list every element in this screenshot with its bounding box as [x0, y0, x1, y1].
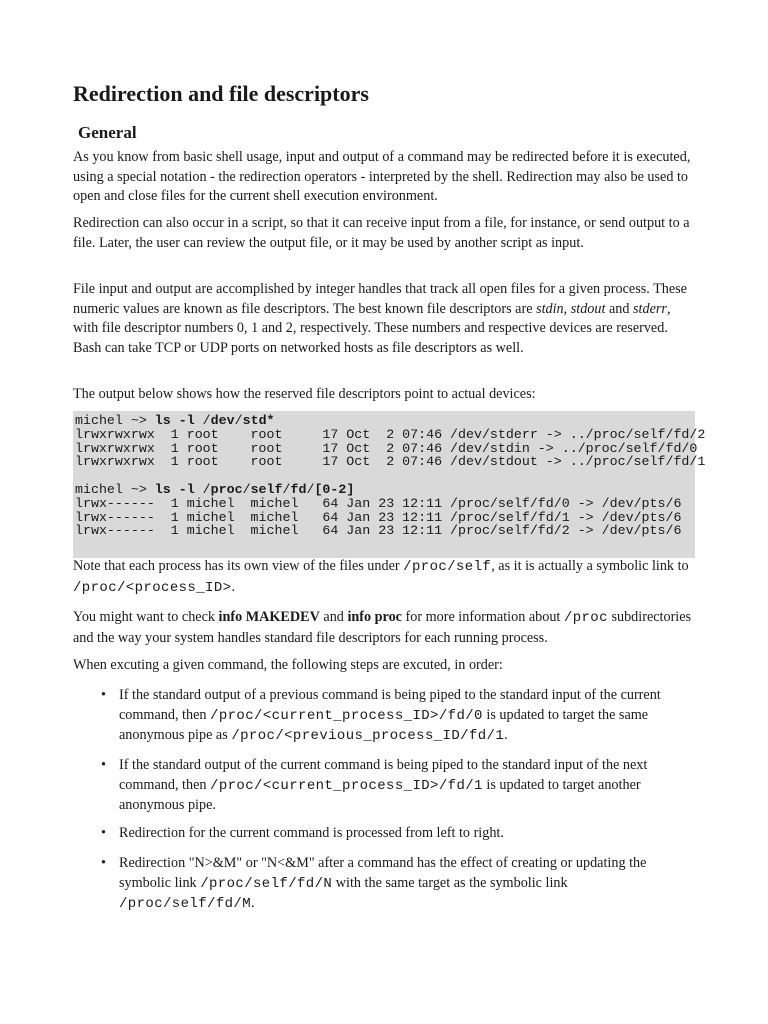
paragraph-script-redirection: Redirection can also occur in a script, so that it can receive input from a file, for instance, or send output to a file. Later, the user can review the output file, or it may be used by another script as input. — [73, 215, 690, 251]
code-block — [73, 411, 706, 558]
list-item-text: Redirection "N>&M" or "N<&M" after a command has the effect of creating or updating the symbolic link /proc/self/fd/N with the same target as the symbolic link /proc/self/fd/M. — [119, 855, 647, 913]
code-line: lrwx------ 1 michel michel 64 Jan 23 12:11 /proc/self/fd/2 -> /dev/pts/6 — [75, 523, 682, 539]
inline-code: /proc/<process_ID> — [73, 579, 232, 596]
paragraph-steps-intro: When excuting a given command, the following steps are excuted, in order: — [73, 657, 503, 673]
inline-code: /proc/self — [403, 559, 492, 575]
bullet: • — [101, 687, 106, 703]
list-item-text: If the standard output of the current command is being piped to the standard input of the next command, then /proc/<current_process_ID>/fd/1 is updated to target another anonymous pipe. — [119, 757, 648, 814]
text-run: File input and output are accomplished by integer handles that track all open files for a given process. These numeric values are known as file descriptors. The best known file descriptors are — [73, 281, 687, 317]
inline-code: /proc/self/fd/N — [200, 875, 333, 892]
text-run: , — [563, 300, 571, 317]
inline-code: /proc/self/fd/M — [119, 896, 252, 913]
code-line: lrwx------ 1 michel michel 64 Jan 23 12:11 /proc/self/fd/0 -> /dev/pts/6 — [75, 495, 682, 511]
inline-code: /proc — [563, 610, 608, 626]
inline-code: /proc/<previous_process_ID/fd/1 — [231, 728, 505, 745]
paragraph-output-intro: The output below shows how the reserved file descriptors point to actual devices: — [73, 386, 536, 402]
code-line: lrwxrwxrwx 1 root root 17 Oct 2 07:46 /dev/stderr -> ../proc/self/fd/2 — [75, 426, 706, 442]
code-line: lrwxrwxrwx 1 root root 17 Oct 2 07:46 /dev/stdout -> ../proc/self/fd/1 — [75, 454, 706, 470]
paragraph-file-descriptors — [73, 280, 695, 358]
bold-command: info MAKEDEV — [218, 609, 320, 625]
bullet: • — [101, 757, 106, 773]
italic-term: stdin — [536, 300, 564, 317]
bullet: • — [101, 855, 106, 871]
bold-command: info proc — [347, 609, 402, 625]
paragraph-info-hint: You might want to check info MAKEDEV and info proc for more information about /proc subdirectories and the way your system handles standard file descriptors for each running process. — [73, 609, 692, 646]
bullet: • — [101, 825, 106, 841]
code-line: michel ~> ls -l /proc/self/fd/[0-2] — [75, 481, 355, 497]
paragraph-intro: As you know from basic shell usage, input and output of a command may be redirected before it is executed, using a special notation - the redirection operators - interpreted by the shell. Redirection may also be used to open and close files for the current shell execution environment. — [73, 149, 691, 205]
paragraph-proc-self-note: Note that each process has its own view of the files under /proc/self, as it is actually a symbolic link to /proc/<process_ID>. — [73, 558, 689, 596]
italic-term: stdout — [570, 300, 606, 317]
section-heading: General — [78, 123, 137, 142]
inline-code: /proc/<current_process_ID>/fd/0 — [210, 707, 483, 724]
page-title: Redirection and file descriptors — [73, 81, 369, 106]
code-blank-line — [73, 469, 695, 483]
italic-term: stderr — [633, 300, 667, 317]
list-item-text: Redirection for the current command is processed from left to right. — [119, 825, 504, 841]
inline-code: /proc/<current_process_ID>/fd/1 — [210, 777, 483, 794]
text-run: and — [605, 300, 634, 317]
text-run: , with file descriptor numbers 0, 1 and 2, respectively. These numbers and respective devices are reserved. Bash can take TCP or UDP ports on networked hosts as file descriptors as well. — [73, 300, 671, 356]
code-line: michel ~> ls -l /dev/std* — [75, 413, 275, 428]
code-line: lrwxrwxrwx 1 root root 17 Oct 2 07:46 /dev/stdin -> ../proc/self/fd/0 — [75, 440, 698, 456]
list-item-text: If the standard output of a previous command is being piped to the standard input of the current command, then /proc/<current_process_ID>/fd/0 is updated to target the same anonymous pipe as /proc/<previous_process_ID/fd/1. — [119, 687, 661, 745]
code-line: lrwx------ 1 michel michel 64 Jan 23 12:11 /proc/self/fd/1 -> /dev/pts/6 — [75, 509, 682, 525]
